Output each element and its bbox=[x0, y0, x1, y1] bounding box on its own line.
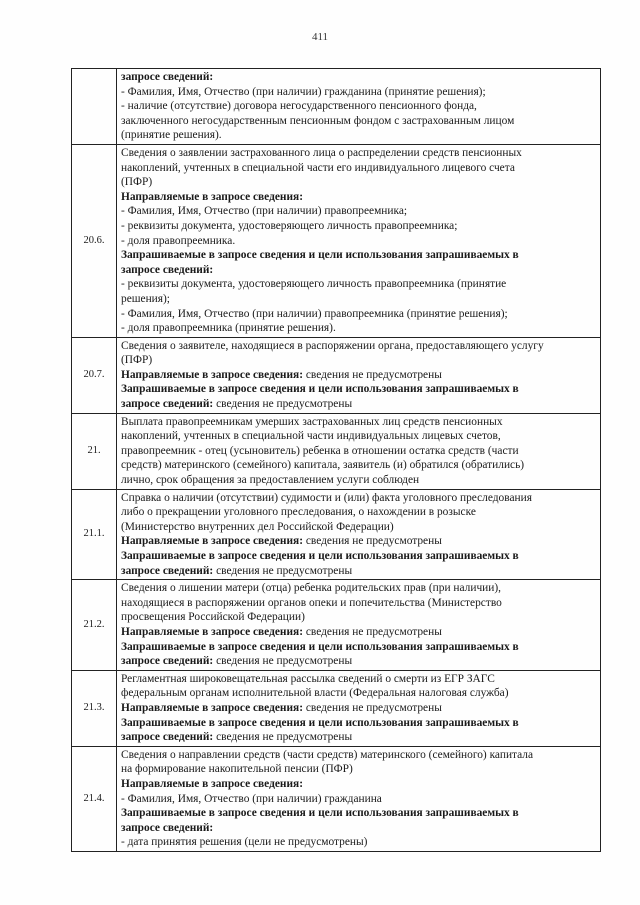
line-text: сведения не предусмотрены bbox=[213, 564, 353, 577]
text-line bbox=[121, 596, 596, 611]
text-line bbox=[121, 353, 596, 368]
text-line bbox=[121, 397, 596, 412]
line-text: - Фамилия, Имя, Отчество (при наличии) правопреемника; bbox=[121, 205, 408, 218]
row-number bbox=[72, 69, 117, 145]
text-line bbox=[121, 382, 596, 397]
line-text: сведения не предусмотрены bbox=[213, 655, 353, 668]
bold-label: Направляемые в запросе сведения: bbox=[121, 535, 303, 548]
line-text: лично, срок обращения за предоставлением услуги соблюден bbox=[121, 474, 420, 487]
table-row bbox=[72, 670, 601, 746]
line-text: накоплений, учтенных в специальной части его индивидуального лицевого счета bbox=[121, 161, 515, 174]
line-text: Выплата правопреемникам умерших застрахованных лиц средств пенсионных bbox=[121, 415, 503, 428]
line-text: сведения не предусмотрены bbox=[303, 625, 442, 638]
line-text: - дата принятия решения (цели не предусмотрены) bbox=[121, 836, 368, 849]
text-line bbox=[121, 564, 596, 579]
text-line bbox=[121, 672, 596, 687]
bold-label: запросе сведений: bbox=[121, 821, 214, 834]
line-text: (принятие решения). bbox=[121, 129, 222, 142]
row-description bbox=[117, 144, 601, 337]
bold-label: Направляемые в запросе сведения: bbox=[121, 190, 303, 203]
document-table bbox=[71, 68, 601, 852]
text-line bbox=[121, 444, 596, 459]
bold-label: запросе сведений: bbox=[121, 263, 214, 276]
bold-label: запросе сведений: bbox=[121, 655, 214, 668]
text-line bbox=[121, 806, 596, 821]
line-text: - Фамилия, Имя, Отчество (при наличии) гражданина (принятие решения); bbox=[121, 85, 486, 98]
text-line bbox=[121, 368, 596, 383]
line-text: сведения не предусмотрены bbox=[303, 535, 442, 548]
text-line bbox=[121, 415, 596, 430]
text-line bbox=[121, 748, 596, 763]
line-text: правопреемник - отец (усыновитель) ребенка в отношении остатка средств (части bbox=[121, 444, 519, 457]
line-text: либо о прекращении уголовного преследования, о нахождении в розыске bbox=[121, 506, 476, 519]
text-line bbox=[121, 161, 596, 176]
bold-label: Запрашиваемые в запросе сведения и цели использования запрашиваемых в bbox=[121, 383, 519, 396]
text-line bbox=[121, 581, 596, 596]
text-line bbox=[121, 716, 596, 731]
row-description bbox=[117, 413, 601, 489]
text-line bbox=[121, 277, 596, 292]
bold-label: запросе сведений: bbox=[121, 731, 214, 744]
text-line bbox=[121, 835, 596, 850]
line-text: Сведения о заявлении застрахованного лица о распределении средств пенсионных bbox=[121, 146, 522, 159]
row-number: 21.4. bbox=[72, 746, 117, 851]
text-line bbox=[121, 204, 596, 219]
line-text: (ПФР) bbox=[121, 176, 153, 189]
text-line bbox=[121, 175, 596, 190]
row-number: 21.3. bbox=[72, 670, 117, 746]
line-text: - доля правопреемника (принятие решения). bbox=[121, 322, 336, 335]
line-text: Сведения о направлении средств (части средств) материнского (семейного) капитала bbox=[121, 748, 534, 761]
page-number: 411 bbox=[311, 31, 329, 43]
text-line bbox=[121, 505, 596, 520]
line-text: - реквизиты документа, удостоверяющего личность правопреемника; bbox=[121, 219, 458, 232]
text-line bbox=[121, 219, 596, 234]
row-description bbox=[117, 746, 601, 851]
text-line bbox=[121, 339, 596, 354]
text-line bbox=[121, 610, 596, 625]
text-line bbox=[121, 146, 596, 161]
bold-label: запросе сведений: bbox=[121, 398, 214, 411]
line-text: просвещения Российской Федерации) bbox=[121, 611, 305, 624]
row-number: 21.2. bbox=[72, 580, 117, 671]
text-line bbox=[121, 321, 596, 336]
row-description bbox=[117, 580, 601, 671]
line-text: сведения не предусмотрены bbox=[303, 368, 442, 381]
text-line bbox=[121, 128, 596, 143]
bold-label: Запрашиваемые в запросе сведения и цели использования запрашиваемых в bbox=[121, 716, 519, 729]
text-line bbox=[121, 248, 596, 263]
line-text: - Фамилия, Имя, Отчество (при наличии) гражданина bbox=[121, 792, 382, 805]
text-line bbox=[121, 792, 596, 807]
text-line bbox=[121, 307, 596, 322]
text-line bbox=[121, 85, 596, 100]
text-line bbox=[121, 762, 596, 777]
bold-label: запросе сведений: bbox=[121, 71, 214, 83]
text-line bbox=[121, 263, 596, 278]
text-line bbox=[121, 429, 596, 444]
bold-label: Запрашиваемые в запросе сведения и цели использования запрашиваемых в bbox=[121, 807, 519, 820]
bold-label: запросе сведений: bbox=[121, 564, 214, 577]
text-line bbox=[121, 292, 596, 307]
line-text: - реквизиты документа, удостоверяющего личность правопреемника (принятие bbox=[121, 278, 507, 291]
table-row bbox=[72, 489, 601, 580]
text-line bbox=[121, 686, 596, 701]
line-text: находящиеся в распоряжении органов опеки и попечительства (Министерство bbox=[121, 596, 502, 609]
table-body bbox=[72, 69, 601, 852]
table-row bbox=[72, 746, 601, 851]
row-description bbox=[117, 69, 601, 145]
text-line bbox=[121, 640, 596, 655]
table-row bbox=[72, 337, 601, 413]
table-row bbox=[72, 144, 601, 337]
text-line bbox=[121, 190, 596, 205]
text-line bbox=[121, 654, 596, 669]
row-number: 20.6. bbox=[72, 144, 117, 337]
line-text: - наличие (отсутствие) договора негосударственного пенсионного фонда, bbox=[121, 100, 477, 113]
line-text: на формирование накопительной пенсии (ПФР) bbox=[121, 763, 353, 776]
line-text: решения); bbox=[121, 292, 170, 305]
line-text: заключенного негосударственным пенсионным фондом с застрахованным лицом bbox=[121, 114, 515, 127]
row-description bbox=[117, 489, 601, 580]
text-line bbox=[121, 549, 596, 564]
row-number: 20.7. bbox=[72, 337, 117, 413]
bold-label: Запрашиваемые в запросе сведения и цели использования запрашиваемых в bbox=[121, 550, 519, 562]
row-description bbox=[117, 337, 601, 413]
text-line bbox=[121, 458, 596, 473]
text-line bbox=[121, 99, 596, 114]
row-number: 21.1. bbox=[72, 489, 117, 580]
text-line bbox=[121, 625, 596, 640]
table-row bbox=[72, 413, 601, 489]
line-text: Регламентная широковещательная рассылка сведений о смерти из ЕГР ЗАГС bbox=[121, 672, 495, 685]
text-line bbox=[121, 821, 596, 836]
line-text: федеральным органам исполнительной власти (Федеральная налоговая служба) bbox=[121, 687, 509, 700]
line-text: - доля правопреемника. bbox=[121, 234, 236, 247]
text-line bbox=[121, 70, 596, 85]
text-line bbox=[121, 730, 596, 745]
bold-label: Направляемые в запросе сведения: bbox=[121, 777, 303, 790]
line-text: сведения не предусмотрены bbox=[213, 398, 353, 411]
text-line bbox=[121, 234, 596, 249]
table-row bbox=[72, 580, 601, 671]
line-text: сведения не предусмотрены bbox=[303, 701, 442, 714]
text-line bbox=[121, 534, 596, 549]
bold-label: Направляемые в запросе сведения: bbox=[121, 701, 303, 714]
line-text: (ПФР) bbox=[121, 354, 153, 367]
bold-label: Направляемые в запросе сведения: bbox=[121, 625, 303, 638]
bold-label: Запрашиваемые в запросе сведения и цели использования запрашиваемых в bbox=[121, 249, 519, 262]
row-description bbox=[117, 670, 601, 746]
text-line bbox=[121, 520, 596, 535]
line-text: накоплений, учтенных в специальной части индивидуальных лицевых счетов, bbox=[121, 430, 501, 443]
text-line bbox=[121, 114, 596, 129]
line-text: сведения не предусмотрены bbox=[213, 731, 353, 744]
text-line bbox=[121, 777, 596, 792]
table-row bbox=[72, 69, 601, 145]
bold-label: Запрашиваемые в запросе сведения и цели использования запрашиваемых в bbox=[121, 640, 519, 653]
line-text: Справка о наличии (отсутствии) судимости и (или) факта уголовного преследования bbox=[121, 491, 532, 504]
line-text: Сведения о заявителе, находящиеся в распоряжении органа, предоставляющего услугу bbox=[121, 339, 544, 352]
line-text: средств) материнского (семейного) капитала, заявитель (и) обратился (обратились) bbox=[121, 459, 525, 472]
text-line bbox=[121, 701, 596, 716]
line-text: - Фамилия, Имя, Отчество (при наличии) правопреемника (принятие решения); bbox=[121, 307, 508, 320]
line-text: Сведения о лишении матери (отца) ребенка родительских прав (при наличии), bbox=[121, 582, 501, 595]
line-text: (Министерство внутренних дел Российской Федерации) bbox=[121, 520, 394, 533]
text-line bbox=[121, 473, 596, 488]
row-number: 21. bbox=[72, 413, 117, 489]
bold-label: Направляемые в запросе сведения: bbox=[121, 368, 303, 381]
text-line bbox=[121, 491, 596, 506]
